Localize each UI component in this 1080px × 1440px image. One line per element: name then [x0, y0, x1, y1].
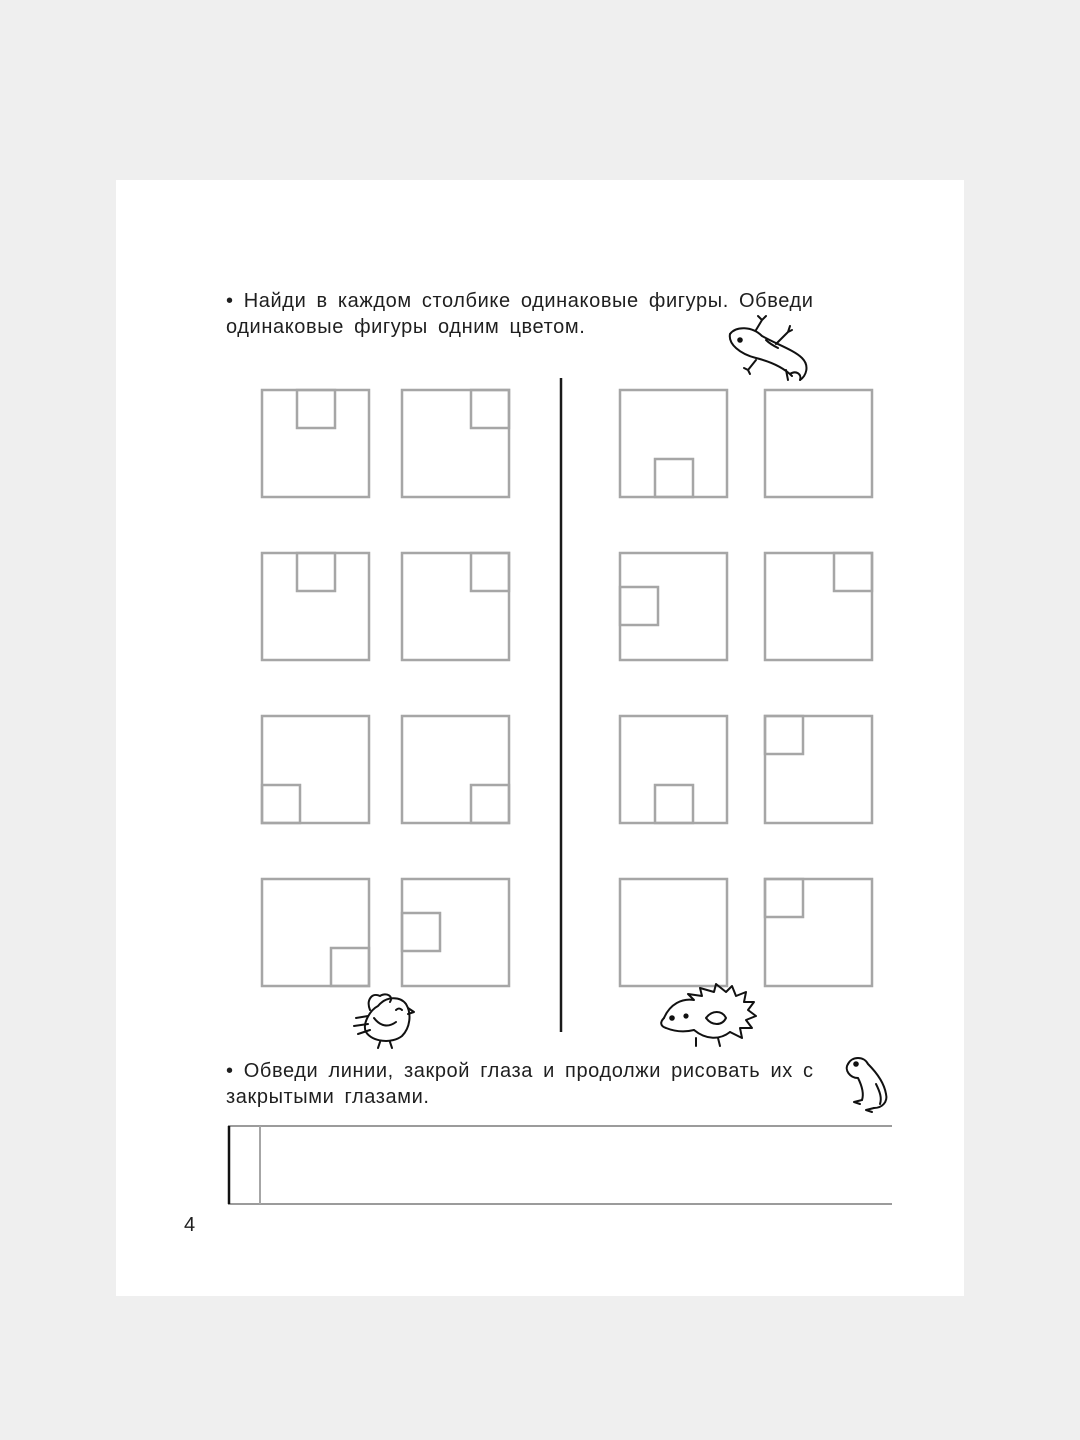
frog-icon [847, 1058, 887, 1112]
exercise-art [116, 180, 964, 1296]
page-number: 4 [184, 1214, 196, 1236]
figure-square[interactable] [765, 716, 872, 823]
instruction-find-same-figures: • Найди в каждом столбике одинаковые фигуры. Обведи одинаковые фигуры одним цветом. [226, 290, 814, 338]
figure-square[interactable] [620, 390, 727, 497]
figure-square[interactable] [402, 390, 509, 497]
figure-square[interactable] [620, 879, 727, 986]
figure-square[interactable] [620, 553, 727, 660]
figure-square[interactable] [402, 553, 509, 660]
bird-icon [354, 994, 414, 1048]
figures-grid [262, 390, 872, 986]
hedgehog-icon [661, 984, 756, 1046]
figure-square[interactable] [765, 879, 872, 986]
instruction-trace-lines: • Обведи линии, закрой глаза и продолжи рисовать их с закрытыми глазами. [226, 1060, 814, 1108]
figure-square[interactable] [765, 553, 872, 660]
figure-square[interactable] [262, 553, 369, 660]
worksheet-page [116, 180, 964, 1296]
figure-square[interactable] [262, 716, 369, 823]
figure-square[interactable] [620, 716, 727, 823]
figure-square[interactable] [402, 879, 509, 986]
figure-square[interactable] [262, 879, 369, 986]
figure-square[interactable] [262, 390, 369, 497]
figure-square[interactable] [402, 716, 509, 823]
tracing-strip [228, 1126, 892, 1204]
figure-square[interactable] [765, 390, 872, 497]
